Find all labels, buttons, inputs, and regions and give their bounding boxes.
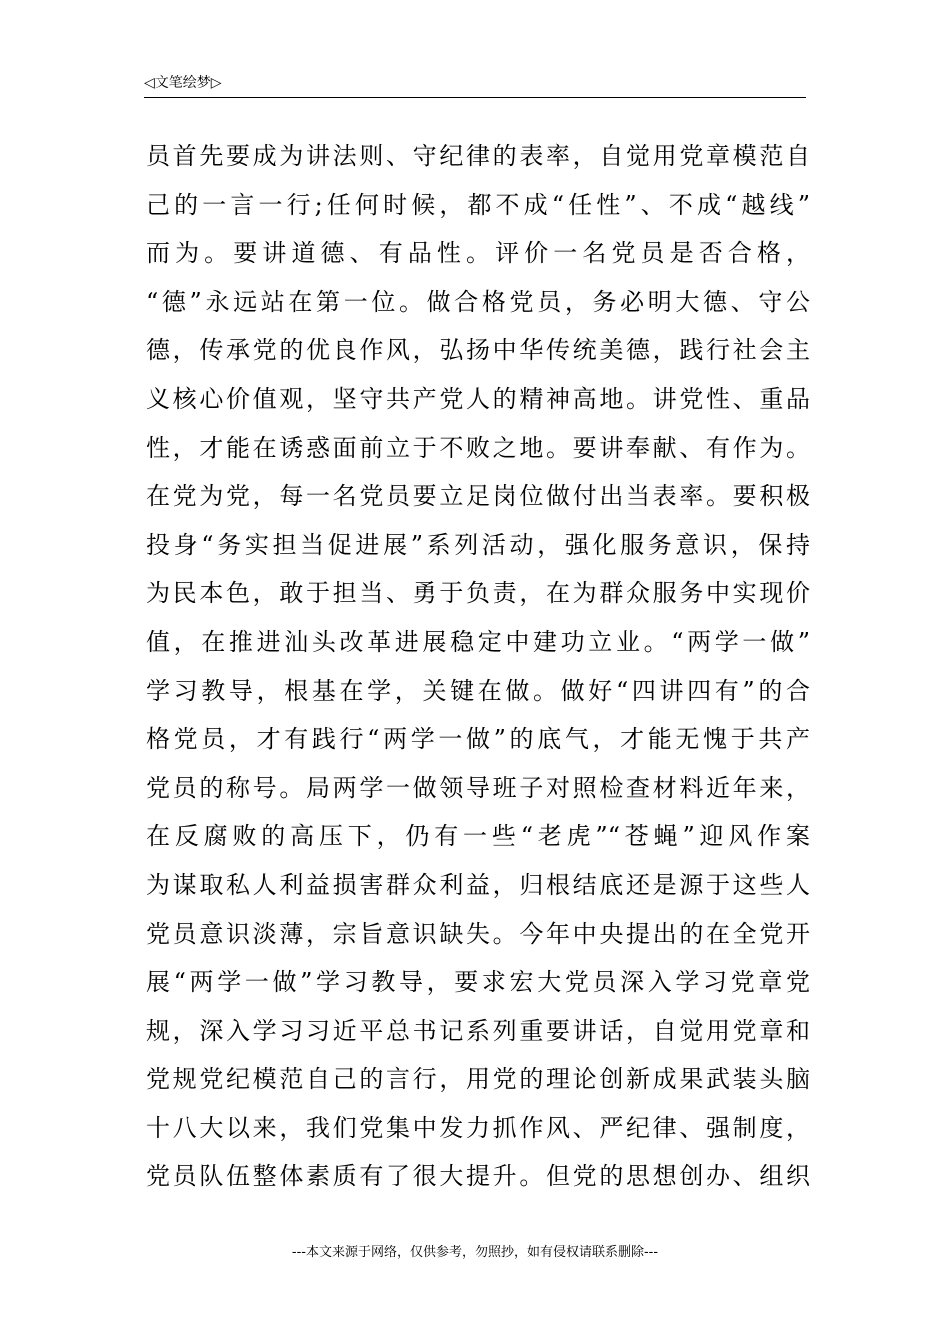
- body-line: 党员队伍整体素质有了很大提升。但党的思想创办、组织: [146, 1162, 810, 1191]
- document-body: [146, 132, 810, 1201]
- body-line: 党员的称号。局两学一做领导班子对照检查材料近年来，: [146, 773, 810, 802]
- header-divider: [144, 97, 806, 98]
- body-line: “德”永远站在第一位。做合格党员，务必明大德、守公: [146, 287, 810, 316]
- body-line: 投身“务实担当促进展”系列活动，强化服务意识，保持: [146, 530, 810, 559]
- body-line: 在反腐败的高压下，仍有一些“老虎”“苍蝇”迎风作案: [146, 822, 810, 851]
- body-line: 己的一言一行;任何时候，都不成“任性”、不成“越线”: [146, 190, 810, 219]
- body-line: 学习教导，根基在学，关键在做。做好“四讲四有”的合: [146, 676, 810, 705]
- body-line: 展“两学一做”学习教导，要求宏大党员深入学习党章党: [146, 968, 810, 997]
- body-line: 员首先要成为讲法则、守纪律的表率，自觉用党章模范自: [146, 142, 810, 170]
- body-line: 格党员，才有践行“两学一做”的底气，才能无愧于共产: [146, 725, 810, 754]
- body-line: 义核心价值观，坚守共产党人的精神高地。讲党性、重品: [146, 384, 810, 413]
- header-title: ◁文笔绘梦▷: [144, 75, 222, 91]
- body-line: 党员意识淡薄，宗旨意识缺失。今年中央提出的在全党开: [146, 919, 810, 948]
- body-line: 为谋取私人利益损害群众利益，归根结底还是源于这些人: [146, 870, 810, 899]
- body-line: 德，传承党的优良作风，弘扬中华传统美德，践行社会主: [146, 336, 810, 365]
- body-line: 而为。要讲道德、有品性。评价一名党员是否合格，: [146, 239, 810, 268]
- body-line: 在党为党，每一名党员要立足岗位做付出当表率。要积极: [146, 482, 810, 511]
- footer-disclaimer: ---本文来源于网络，仅供参考，勿照抄，如有侵权请联系删除---: [291, 1245, 659, 1260]
- body-line: 党规党纪模范自己的言行，用党的理论创新成果武装头脑: [146, 1065, 810, 1094]
- body-line: 十八大以来，我们党集中发力抓作风、严纪律、强制度，: [146, 1113, 810, 1142]
- body-line: 规，深入学习习近平总书记系列重要讲话，自觉用党章和: [146, 1016, 810, 1045]
- body-line: 值，在推进汕头改革进展稳定中建功立业。“两学一做”: [146, 627, 810, 656]
- body-line: 性，才能在诱惑面前立于不败之地。要讲奉献、有作为。: [146, 433, 810, 462]
- body-line: 为民本色，敢于担当、勇于负责，在为群众服务中实现价: [146, 579, 810, 608]
